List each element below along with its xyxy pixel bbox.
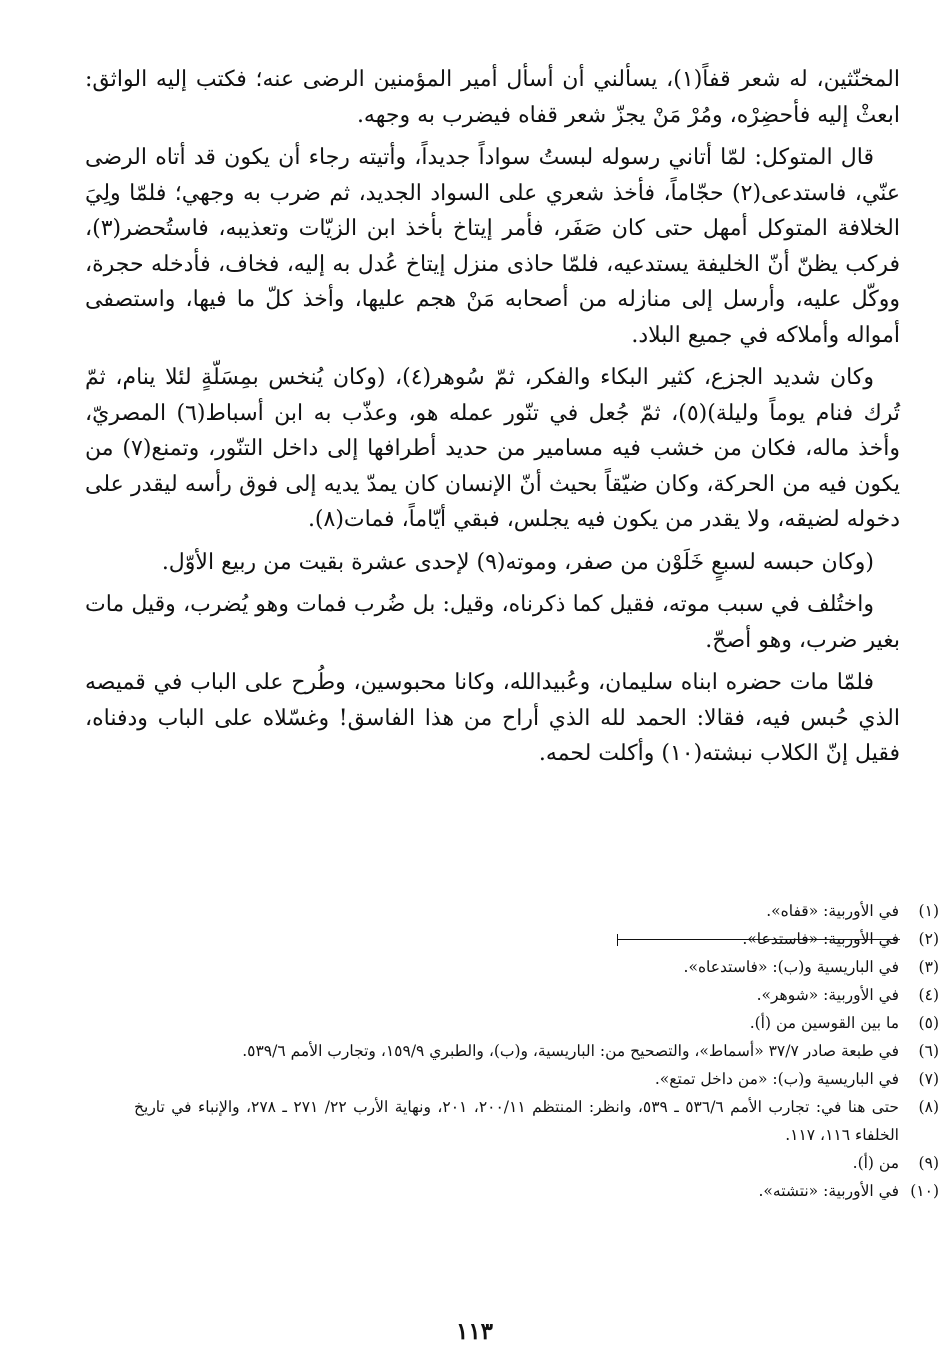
- footnote: [134, 1149, 939, 1177]
- footnote-text: في الباريسية و(ب): «من داخل تمتع».: [654, 1070, 899, 1088]
- footnote-text: في الأوربية: «نتشته».: [758, 1182, 899, 1200]
- footnote: [134, 1009, 939, 1037]
- footnote-text: حتى هنا في: تجارب الأمم ٥٣٦/٦ ـ ٥٣٩، وانظر: المنتظم ٢٠٠/١١، ٢٠١، ونهاية الأرب ٢٢/ ٢٧١ ـ ٢٧٨، والإنباء في تاريخ الخلفاء ١١٦، ١١٧.: [134, 1098, 899, 1144]
- footnote-text: في الأوربية: «فاستدعا».: [742, 930, 899, 948]
- page-body: [85, 62, 900, 779]
- footnote: [134, 1093, 939, 1149]
- footnote-text: في الباريسية و(ب): «فاستدعاه».: [683, 958, 899, 976]
- footnote-text: في طبعة صادر ٣٧/٧ «أسماط»، والتصحيح من: الباريسية، و(ب)، والطبري ١٥٩/٩، وتجارب الأمم ٥٣٩/٦.: [242, 1042, 899, 1060]
- footnote-number: (١): [918, 902, 939, 920]
- paragraph: فلمّا مات حضره ابناه سليمان، وعُبيدالله، وكانا محبوسين، وطُرح على الباب في قميصه الذي حُبس فيه، فقالا: الحمد لله الذي أراح من هذا الفاسق! وغسّلاه على الباب ودفناه، فقيل إنّ الكلاب نبشته(١٠) وأكلت لحمه.: [85, 670, 900, 766]
- footnote: [134, 1177, 939, 1205]
- paragraph: واختُلف في سبب موته، فقيل كما ذكرناه، وقيل: بل ضُرب فمات وهو يُضرب، وقيل مات بغير ضرب، وهو أصحّ.: [85, 592, 900, 653]
- footnote-number: (٨): [918, 1098, 939, 1116]
- footnote-text: من (أ).: [852, 1154, 899, 1172]
- footnote-number: (٣): [918, 958, 939, 976]
- footnote-number: (٧): [918, 1070, 939, 1088]
- footnote-number: (٥): [918, 1014, 939, 1032]
- footnote-number: (٤): [918, 986, 939, 1004]
- paragraph: وكان شديد الجزع، كثير البكاء والفكر، ثمّ سُوهر(٤)، (وكان يُنخس بمِسَلّةٍ لئلا ينام، ثمّ تُرك فنام يوماً وليلة)(٥)، ثمّ جُعل في تنّور عمله هو، وعذّب به ابن أسباط(٦) المصريّ، وأخذ ماله، فكان من خشب فيه مسامير من حديد أطرافها إلى داخل التنّور، وتمنع(٧) من يكون فيه من الحركة، وكان ضيّقاً بحيث أنّ الإنسان كان يمدّ يديه إلى فوق رأسه ليقدر على دخوله لضيقه، ولا يقدر من يكون فيه يجلس، فبقي أيّاماً، فمات(٨).: [85, 365, 901, 532]
- page-number: ١١٣: [455, 1318, 494, 1345]
- footnote: [134, 1037, 939, 1065]
- main-text: [85, 62, 900, 772]
- footnote-number: (٩): [918, 1154, 939, 1172]
- footnote-number: (٢): [918, 930, 939, 948]
- footnote: [134, 897, 939, 925]
- footnote: [134, 1065, 939, 1093]
- footnote-number: (١٠): [910, 1182, 939, 1200]
- footnote-text: ما بين القوسين من (أ).: [749, 1014, 899, 1032]
- footnote-number: (٦): [918, 1042, 939, 1060]
- footnotes: [134, 897, 939, 1205]
- paragraph: المخنّثين، له شعر قفاً(١)، يسألني أن أسأل أمير المؤمنين الرضى عنه؛ فكتب إليه الواثق: ابعثْ إليه فأحضِرْه، ومُرْ مَنْ يجزّ شعر قفاه فيضرب به وجهه.: [85, 67, 900, 128]
- footnote-text: في الأوربية: «شوهر».: [756, 986, 899, 1004]
- footnote-text: في الأوربية: «قفاه».: [766, 902, 899, 920]
- footnote: [134, 925, 939, 953]
- footnote: [134, 953, 939, 981]
- paragraph: قال المتوكل: لمّا أتاني رسوله لبستُ سواداً جديداً، وأتيته رجاء أن يكون قد أتاه الرضى عنّي، فاستدعى(٢) حجّاماً، فأخذ شعري على السواد الجديد، ثم ضرب به وجهي؛ فلمّا ولِيَ الخلافة المتوكل أمهل حتى كان صَفَر، فأمر إيتاخ بأخذ ابن الزيّات وتعذيبه، فاستُحضر(٣)، فركب يظنّ أنّ الخليفة يستدعيه، فلمّا حاذى منزل إيتاخ عُدل به إليه، فخاف، فأدخله حجرة، ووكّل عليه، وأرسل إلى منازله من أصحابه مَنْ هجم عليها، وأخذ كلّ ما فيها، واستصفى أمواله وأملاكه في جميع البلاد.: [85, 145, 900, 348]
- paragraph: (وكان حبسه لسبعٍ خَلَوْن من صفر، وموته(٩) لإحدى عشرة بقيت من ربيع الأوّل.: [161, 549, 874, 575]
- footnote: [134, 981, 939, 1009]
